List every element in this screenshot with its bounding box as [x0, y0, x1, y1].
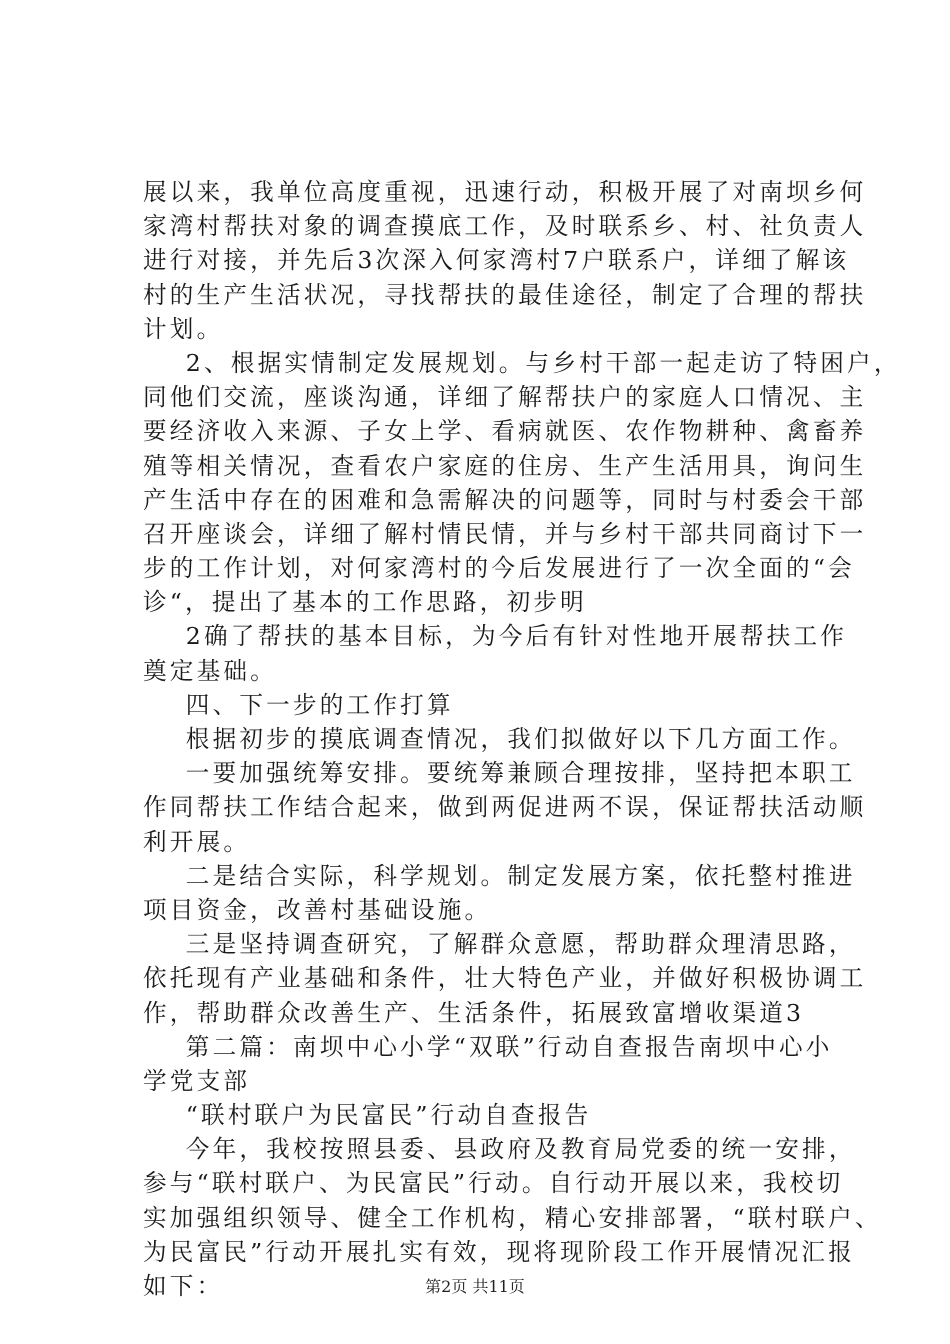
body-text [143, 175, 901, 1303]
text-line: 根据初步的摸底调查情况，我们拟做好以下几方面工作。 [143, 725, 856, 753]
text-line: 三是坚持调查研究，了解群众意愿，帮助群众理清思路， [143, 930, 856, 959]
text-line: 作同帮扶工作结合起来，做到两促进两不误，保证帮扶活动顺 [143, 793, 867, 822]
text-line: 召开座谈会，详细了解村情民情，并与乡村干部共同商讨下一 [143, 519, 867, 548]
text-line: 实加强组织领导、健全工作机构，精心安排部署，“联村联户、 [143, 1203, 882, 1232]
text-line: 学党支部 [143, 1066, 251, 1095]
text-line: 2确了帮扶的基本目标，为今后有针对性地开展帮扶工作 [143, 622, 848, 651]
text-line: 计划。 [143, 314, 224, 343]
text-line: 产生活中存在的困难和急需解决的问题等，同时与村委会干部 [143, 485, 867, 514]
text-line: 一要加强统筹安排。要统筹兼顾合理按排，坚持把本职工 [143, 759, 856, 788]
text-line: “联村联户为民富民”行动自查报告 [143, 1101, 592, 1130]
text-line: 进行对接，并先后3次深入何家湾村7户联系户，详细了解该 [143, 246, 850, 275]
text-line: 依托现有产业基础和条件，壮大特色产业，并做好积极协调工 [143, 964, 867, 993]
text-line: 展以来，我单位高度重视，迅速行动，积极开展了对南坝乡何 [143, 178, 867, 206]
text-line: 家湾村帮扶对象的调查摸底工作，及时联系乡、村、社负责人 [143, 212, 867, 241]
text-line: 2、根据实情制定发展规划。与乡村干部一起走访了特困户， [143, 348, 901, 377]
text-line: 诊“，提出了基本的工作思路，初步明 [143, 588, 587, 617]
text-line: 村的生产生活状况，寻找帮扶的最佳途径，制定了合理的帮扶 [143, 280, 867, 309]
text-line: 殖等相关情况，查看农户家庭的住房、生产生活用具，询问生 [143, 451, 867, 480]
text-line: 要经济收入来源、子女上学、看病就医、农作物耕种、禽畜养 [143, 417, 867, 446]
text-line: 项目资金，改善村基础设施。 [143, 895, 492, 924]
text-line: 第二篇：南坝中心小学“双联”行动自查报告南坝中心小 [143, 1032, 833, 1061]
text-line: 参与“联村联户、为民富民”行动。自行动开展以来，我校切 [143, 1169, 844, 1198]
text-line: 二是结合实际，科学规划。制定发展方案，依托整村推进 [143, 861, 856, 890]
text-line: 同他们交流，座谈沟通，详细了解帮扶户的家庭人口情况、主 [143, 383, 867, 412]
text-line: 如下： [143, 1272, 224, 1300]
text-line: 利开展。 [143, 827, 251, 856]
text-line: 为民富民”行动开展扎实有效，现将现阶段工作开展情况汇报 [143, 1237, 855, 1266]
text-line: 今年，我校按照县委、县政府及教育局党委的统一安排， [143, 1135, 856, 1164]
text-line: 步的工作计划，对何家湾村的今后发展进行了一次全面的“会 [143, 554, 855, 583]
page-footer: 第2页 共11页 [425, 1277, 525, 1296]
text-line: 四、下一步的工作打算 [143, 690, 454, 719]
text-line: 作，帮助群众改善生产、生活条件，拓展致富增收渠道3 [143, 998, 805, 1027]
text-line: 奠定基础。 [143, 656, 277, 685]
